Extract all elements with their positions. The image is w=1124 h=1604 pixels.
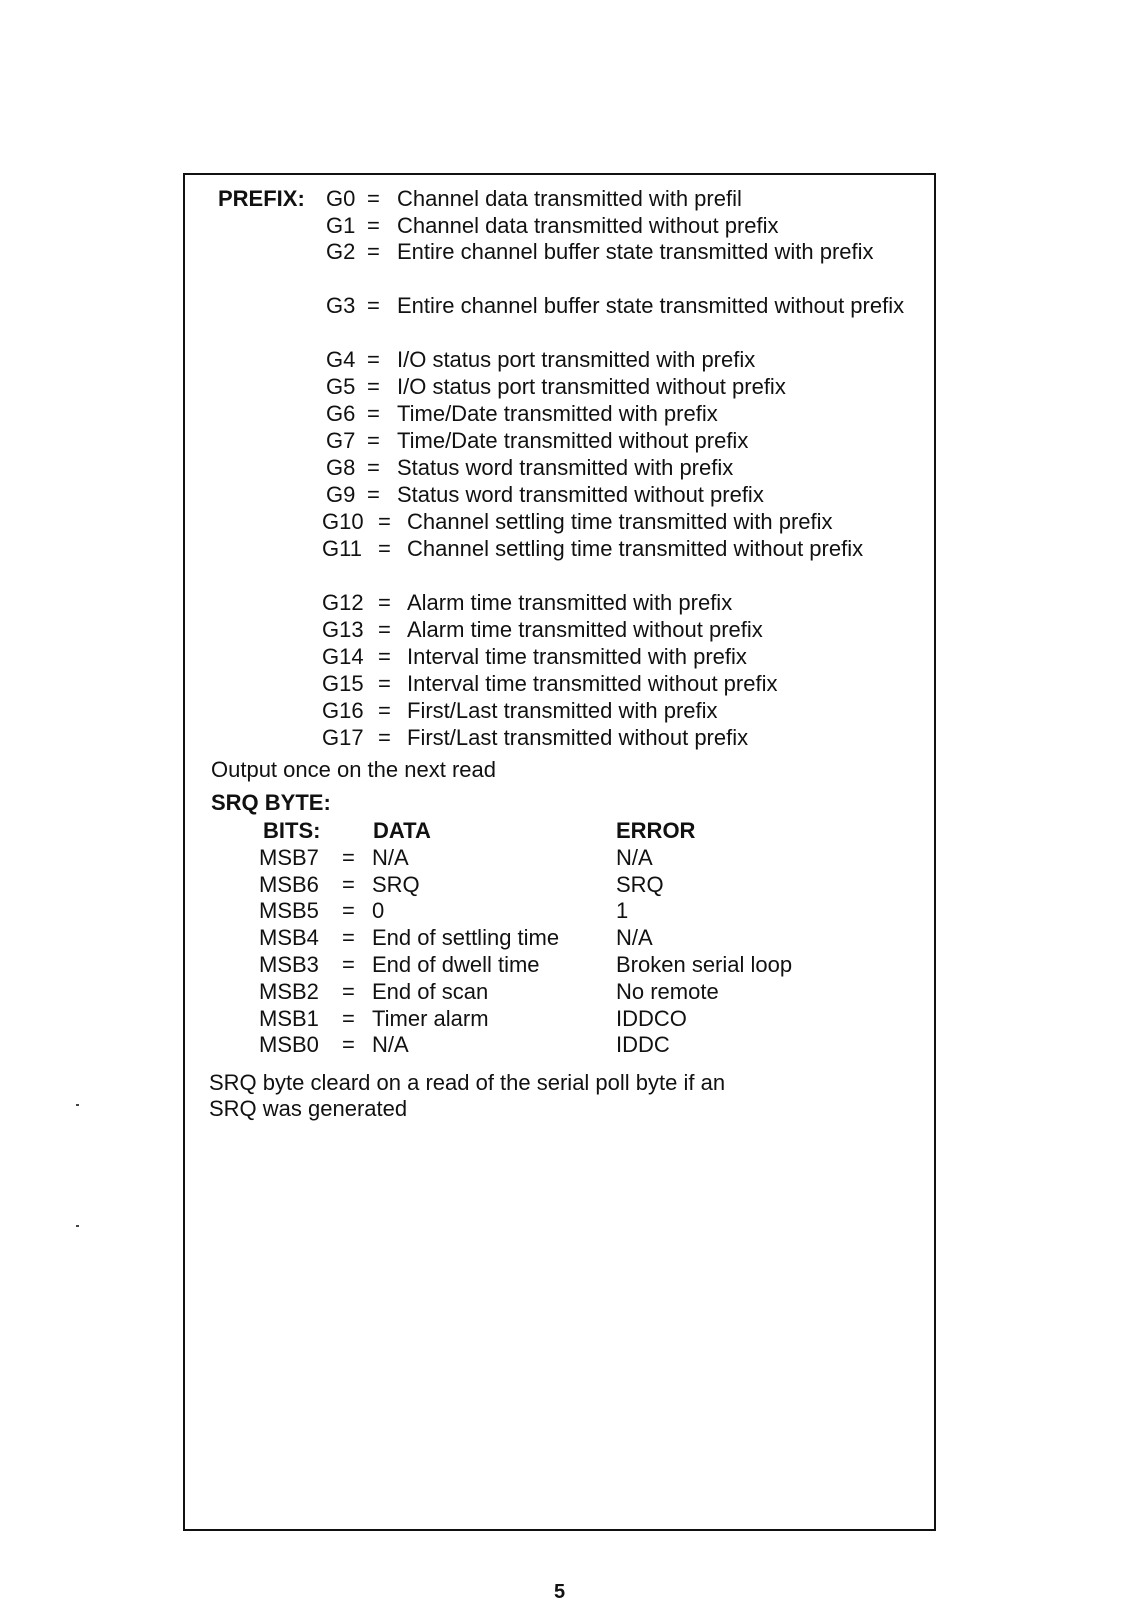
equals-sign: = [367, 186, 380, 211]
srq-bit: MSB0 [259, 1032, 319, 1057]
srq-footer-line-1: SRQ byte cleard on a read of the serial poll byte if an [209, 1070, 726, 1095]
equals-sign: = [378, 617, 391, 642]
srq-data-value: SRQ [372, 872, 420, 897]
equals-sign: = [342, 872, 355, 897]
prefix-code: G14 [322, 644, 364, 669]
srq-bit: MSB1 [259, 1006, 319, 1031]
prefix-description: Interval time transmitted without prefix [407, 671, 778, 696]
srq-header-bits: BITS: [263, 818, 321, 843]
srq-data-value: N/A [372, 845, 409, 870]
prefix-code: G13 [322, 617, 364, 642]
srq-bit: MSB4 [259, 925, 319, 950]
equals-sign: = [378, 698, 391, 723]
srq-bit: MSB7 [259, 845, 319, 870]
prefix-code: G5 [326, 374, 356, 399]
equals-sign: = [367, 374, 380, 399]
equals-sign: = [342, 845, 355, 870]
equals-sign: = [378, 644, 391, 669]
srq-error-value: N/A [616, 845, 653, 870]
prefix-code: G10 [322, 509, 364, 534]
scan-mark [76, 1104, 79, 1106]
equals-sign: = [367, 455, 380, 480]
srq-header-data: DATA [373, 818, 431, 843]
equals-sign: = [342, 1006, 355, 1031]
equals-sign: = [367, 213, 380, 238]
prefix-description: First/Last transmitted without prefix [407, 725, 749, 750]
scan-mark [76, 1225, 79, 1227]
srq-error-value: IDDCO [616, 1006, 687, 1031]
srq-bit: MSB6 [259, 872, 319, 897]
prefix-code: G3 [326, 293, 356, 318]
prefix-code: G8 [326, 455, 356, 480]
srq-header-error: ERROR [616, 818, 696, 843]
prefix-code: G11 [322, 536, 362, 561]
prefix-description: Interval time transmitted with prefix [407, 644, 747, 669]
srq-error-value: IDDC [616, 1032, 670, 1057]
srq-error-value: 1 [616, 898, 629, 923]
prefix-description: Time/Date transmitted without prefix [397, 428, 749, 453]
prefix-code: G2 [326, 239, 356, 264]
prefix-code: G7 [326, 428, 356, 453]
prefix-code: G4 [326, 347, 356, 372]
equals-sign: = [378, 671, 391, 696]
equals-sign: = [367, 239, 380, 264]
srq-bit: MSB5 [259, 898, 319, 923]
srq-error-value: N/A [616, 925, 653, 950]
srq-error-value: Broken serial loop [616, 952, 793, 977]
prefix-code: G12 [322, 590, 364, 615]
prefix-description: I/O status port transmitted with prefix [397, 347, 756, 372]
equals-sign: = [342, 925, 355, 950]
prefix-code: G15 [322, 671, 364, 696]
equals-sign: = [367, 401, 380, 426]
prefix-description: Channel data transmitted without prefix [397, 213, 779, 238]
srq-footer-line-2: SRQ was generated [209, 1096, 408, 1121]
srq-byte-title: SRQ BYTE: [211, 790, 331, 815]
srq-data-value: N/A [372, 1032, 409, 1057]
prefix-description: Time/Date transmitted with prefix [397, 401, 718, 426]
equals-sign: = [367, 482, 380, 507]
equals-sign: = [367, 428, 380, 453]
srq-data-value: End of scan [372, 979, 489, 1004]
page-number: 5 [554, 1581, 566, 1603]
srq-error-value: No remote [616, 979, 719, 1004]
prefix-code: G0 [326, 186, 356, 211]
srq-bit: MSB2 [259, 979, 319, 1004]
equals-sign: = [342, 979, 355, 1004]
prefix-description: Alarm time transmitted without prefix [407, 617, 763, 642]
equals-sign: = [378, 725, 391, 750]
prefix-description: Entire channel buffer state transmitted without prefix [397, 293, 905, 318]
prefix-description: Channel settling time transmitted without prefix [407, 536, 864, 561]
prefix-description: Channel data transmitted with prefil [397, 186, 742, 211]
equals-sign: = [342, 1032, 355, 1057]
prefix-description: I/O status port transmitted without prefix [397, 374, 786, 399]
output-note: Output once on the next read [211, 757, 496, 782]
equals-sign: = [378, 590, 391, 615]
prefix-code: G16 [322, 698, 364, 723]
prefix-description: Status word transmitted with prefix [397, 455, 734, 480]
srq-data-value: End of dwell time [372, 952, 540, 977]
prefix-code: G9 [326, 482, 356, 507]
prefix-description: First/Last transmitted with prefix [407, 698, 718, 723]
srq-error-value: SRQ [616, 872, 664, 897]
prefix-description: Status word transmitted without prefix [397, 482, 764, 507]
srq-data-value: 0 [372, 898, 385, 923]
prefix-code: G1 [326, 213, 356, 238]
equals-sign: = [378, 509, 391, 534]
equals-sign: = [342, 898, 355, 923]
equals-sign: = [367, 347, 380, 372]
srq-data-value: End of settling time [372, 925, 560, 950]
equals-sign: = [342, 952, 355, 977]
prefix-description: Alarm time transmitted with prefix [407, 590, 733, 615]
equals-sign: = [378, 536, 391, 561]
prefix-description: Channel settling time transmitted with prefix [407, 509, 833, 534]
prefix-code: G6 [326, 401, 356, 426]
srq-data-value: Timer alarm [372, 1006, 489, 1031]
equals-sign: = [367, 293, 380, 318]
prefix-description: Entire channel buffer state transmitted with prefix [397, 239, 874, 264]
srq-bit: MSB3 [259, 952, 319, 977]
prefix-label: PREFIX: [218, 186, 305, 211]
prefix-code: G17 [322, 725, 364, 750]
